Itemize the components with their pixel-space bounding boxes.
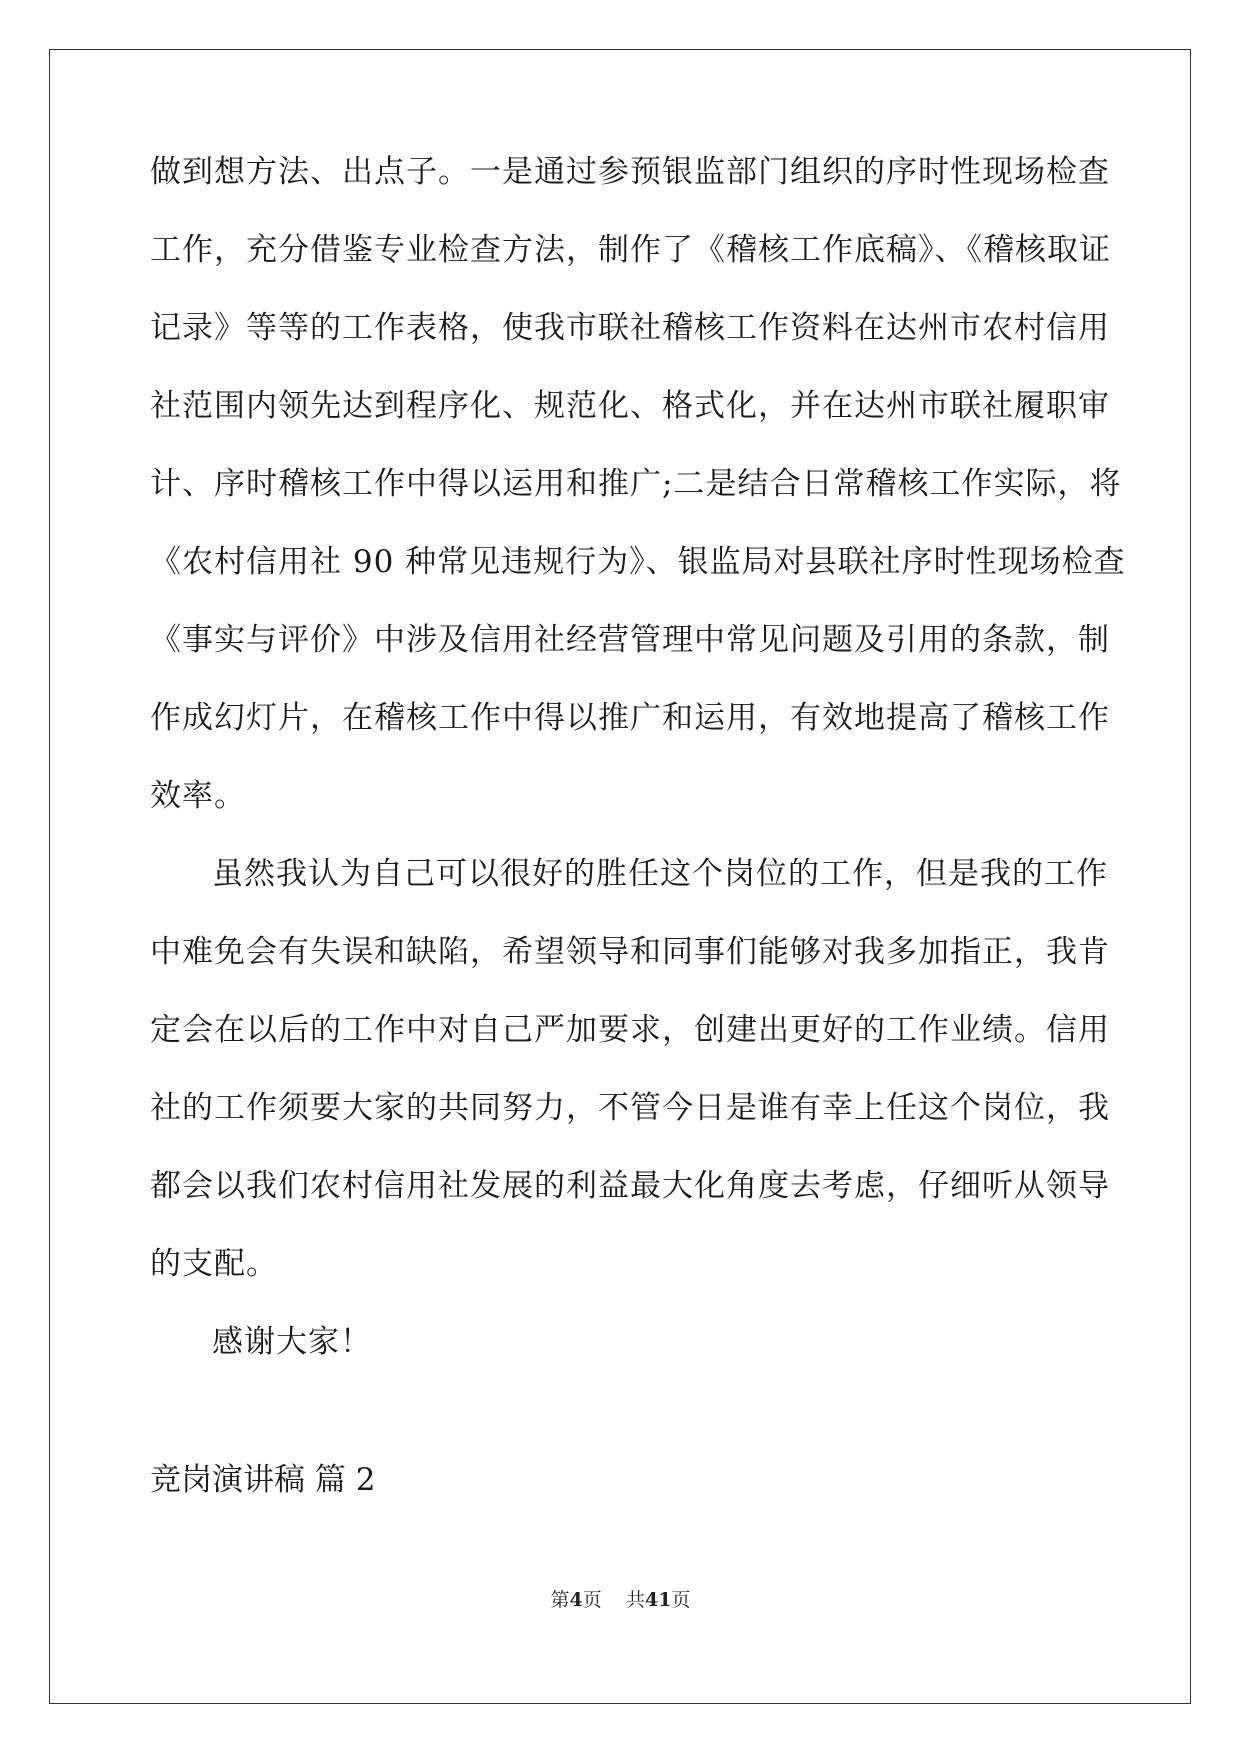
paragraph-2-line: 中难免会有失误和缺陷，希望领导和同事们能够对我多加指正，我肯 — [150, 934, 1110, 970]
paragraph-1-line: 《农村信用社 90 种常见违规行为》、银监局对县联社序时性现场检查 — [150, 544, 1126, 580]
page-footer — [0, 1585, 1241, 1615]
footer-total-prefix: 共 — [625, 1589, 645, 1611]
closing-line: 感谢大家！ — [212, 1324, 372, 1360]
paragraph-2-line: 社的工作须要大家的共同努力，不管今日是谁有幸上任这个岗位，我 — [150, 1090, 1110, 1126]
paragraph-1-line: 《事实与评价》中涉及信用社经营管理中常见问题及引用的条款，制 — [150, 622, 1110, 658]
current-page-number: 4 — [569, 1589, 583, 1611]
paragraph-2-line: 虽然我认为自己可以很好的胜任这个岗位的工作，但是我的工作 — [212, 856, 1108, 892]
paragraph-1-line: 记录》等等的工作表格，使我市联社稽核工作资料在达州市农村信用 — [150, 310, 1110, 346]
total-pages-number: 41 — [644, 1589, 672, 1611]
footer-prefix: 第 — [550, 1589, 570, 1611]
paragraph-2-line: 都会以我们农村信用社发展的利益最大化角度去考虑，仔细听从领导 — [150, 1168, 1110, 1204]
paragraph-1-line: 效率。 — [150, 778, 246, 814]
paragraph-1-line: 计、序时稽核工作中得以运用和推广;二是结合日常稽核工作实际，将 — [150, 466, 1122, 502]
paragraph-1-line: 做到想方法、出点子。一是通过参预银监部门组织的序时性现场检查 — [150, 154, 1110, 190]
document-body — [150, 133, 1126, 1381]
paragraph-2-line: 的支配。 — [150, 1246, 278, 1282]
paragraph-2-line: 定会在以后的工作中对自己严加要求，创建出更好的工作业绩。信用 — [150, 1012, 1110, 1048]
paragraph-1-line: 工作，充分借鉴专业检查方法，制作了《稽核工作底稿》、《稽核取证 — [150, 232, 1111, 268]
footer-page-word: 页 — [582, 1589, 602, 1611]
paragraph-1-line: 社范围内领先达到程序化、规范化、格式化，并在达州市联社履职审 — [150, 388, 1110, 424]
footer-total-suffix: 页 — [671, 1589, 691, 1611]
paragraph-1-line: 作成幻灯片，在稽核工作中得以推广和运用，有效地提高了稽核工作 — [150, 700, 1110, 736]
section-heading: 竞岗演讲稿 篇 2 — [150, 1462, 376, 1498]
